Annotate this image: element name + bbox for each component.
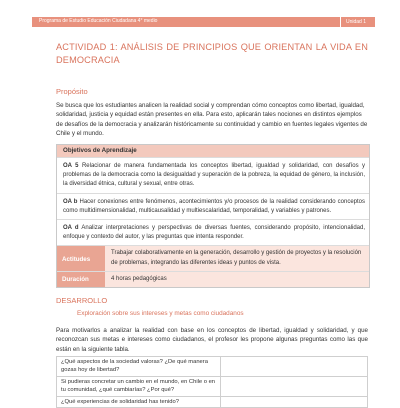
actitudes-text: Trabajar colaborativamente en la generación, desarrollo y gestión de proyectos y la resolución de problemas, integrando las diferentes ideas y puntos de vista. bbox=[105, 246, 369, 270]
question-row bbox=[57, 376, 368, 396]
question-row bbox=[57, 357, 368, 377]
question-cell: Si pudieras concretar un cambio en el mundo, en Chile o en tu comunidad, ¿qué cambiarías? ¿Por qué? bbox=[57, 376, 221, 396]
objective-text: Analizar interpretaciones y perspectivas de diversas fuentes, considerando propósito, intencionalidad, enfoque y contexto del autor, y las preguntas que intenta responder. bbox=[63, 225, 365, 241]
desarrollo-heading: DESARROLLO bbox=[56, 296, 108, 305]
questions-table bbox=[56, 356, 368, 408]
answer-cell bbox=[221, 396, 368, 407]
answer-cell bbox=[221, 357, 368, 377]
objective-code: OA 5 bbox=[63, 163, 79, 169]
proposito-text: Se busca que los estudiantes analicen la realidad social y comprendan cómo conceptos como libertad, igualdad, solidaridad, justicia y equidad están presentes en ella. Para esto, aplicarán tales nociones en distintos ejemplos de desafíos de la democracia y analizarán históricamente su continuidad y cambio en fuentes legales vigentes de Chile y el mundo. bbox=[56, 102, 368, 138]
question-row bbox=[57, 396, 368, 407]
objective-text: Relacionar de manera fundamentada los conceptos libertad, igualdad y solidaridad, con desafíos y problemas de la democracia como la desigualdad y superación de la pobreza, la equidad de género, la inclusión, la diversidad étnica, cultural y sexual, entre otras. bbox=[63, 163, 366, 188]
activity-title: ACTIVIDAD 1: ANÁLISIS DE PRINCIPIOS QUE ORIENTAN LA VIDA EN DEMOCRACIA bbox=[56, 42, 368, 65]
objective-item bbox=[57, 157, 369, 193]
objectives-heading: Objetivos de Aprendizaje bbox=[57, 145, 369, 157]
actitudes-row bbox=[57, 245, 369, 270]
desarrollo-subheading: Exploración sobre sus intereses y metas como ciudadanos bbox=[77, 310, 244, 317]
program-label: Programa de Estudio Educación Ciudadana 4° medio bbox=[39, 18, 158, 24]
duracion-row bbox=[57, 271, 369, 287]
unit-badge: Unidad 1 bbox=[340, 17, 371, 27]
objective-text: Hacer conexiones entre fenómenos, acontecimientos y/o procesos de la realidad considerando conceptos como multidimensionalidad, multicausalidad y multiescalaridad, temporalidad, y variables y patrones. bbox=[63, 198, 365, 214]
header-bar bbox=[32, 17, 375, 27]
duracion-text: 4 horas pedagógicas bbox=[105, 272, 369, 287]
actitudes-label: Actitudes bbox=[57, 246, 105, 270]
objective-item bbox=[57, 219, 369, 245]
question-cell: ¿Qué aspectos de la sociedad valoras? ¿De qué manera gozas hoy de libertad? bbox=[57, 357, 221, 377]
question-cell: ¿Qué experiencias de solidaridad has tenido? bbox=[57, 396, 221, 407]
objective-code: OA b bbox=[63, 198, 78, 205]
objectives-table bbox=[56, 144, 370, 288]
objective-code: OA d bbox=[63, 225, 79, 232]
answer-cell bbox=[221, 376, 368, 396]
desarrollo-text: Para motivarlos a analizar la realidad con base en los conceptos de libertad, igualdad y solidaridad, y que reconozcan sus metas e intereses como ciudadanos, el profesor les propone algunas preguntas como las que están en la siguiente tabla. bbox=[56, 327, 368, 353]
objective-item bbox=[57, 193, 369, 219]
proposito-heading: Propósito bbox=[56, 87, 88, 96]
duracion-label: Duración bbox=[57, 272, 105, 287]
